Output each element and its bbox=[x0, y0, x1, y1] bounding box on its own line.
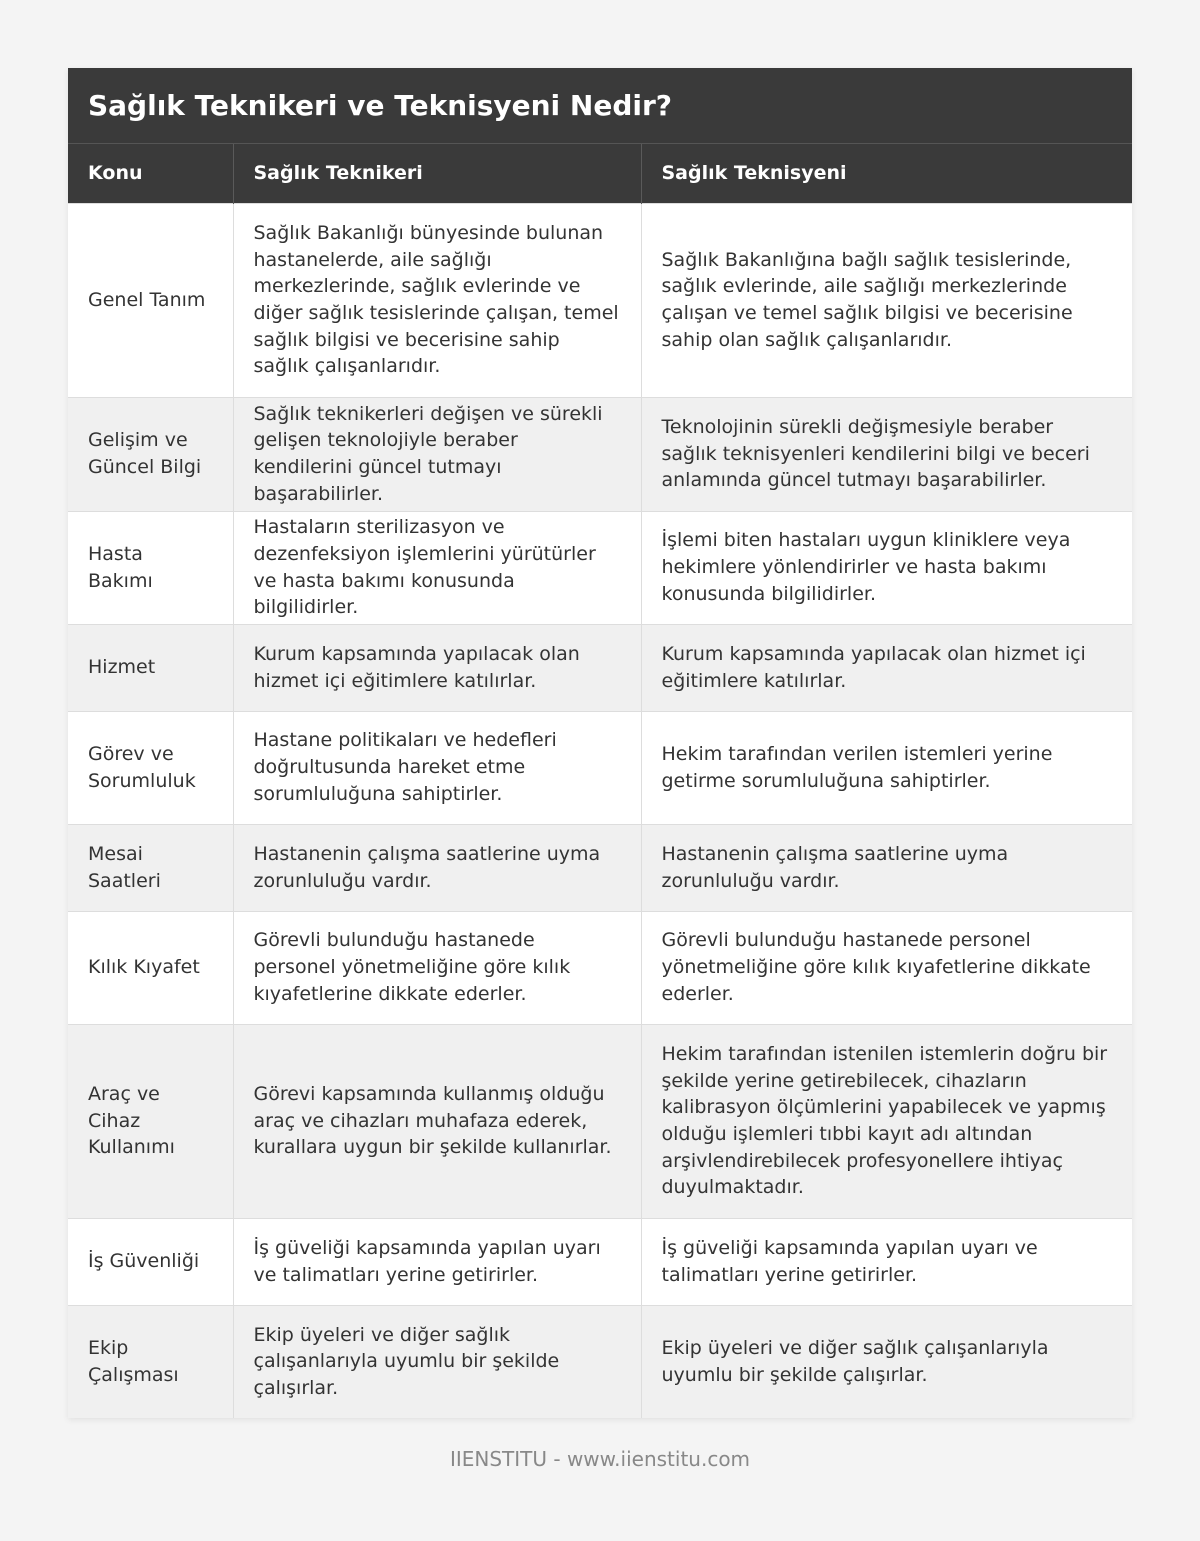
technician-associate-cell: Sağlık Bakanlığı bünyesinde bulunan hastanelerde, aile sağlığı merkezlerinde, sağlık evlerinde ve diğer sağlık tesislerinde çalışan, temel sağlık bilgisi ve becerisine sahip sağlık çalışanlarıdır. bbox=[233, 203, 641, 397]
topic-cell: Genel Tanım bbox=[68, 203, 233, 397]
technician-associate-cell: Görevli bulunduğu hastanede personel yönetmeliğine göre kılık kıyafetlerine dikkate ederler. bbox=[233, 911, 641, 1024]
technician-cell: Sağlık Bakanlığına bağlı sağlık tesislerinde, sağlık evlerinde, aile sağlığı merkezlerinde çalışan ve temel sağlık bilgisi ve becerisine sahip olan sağlık çalışanlarıdır. bbox=[641, 203, 1132, 397]
technician-associate-cell: Kurum kapsamında yapılacak olan hizmet içi eğitimlere katılırlar. bbox=[233, 624, 641, 711]
table-row bbox=[68, 203, 1132, 397]
technician-associate-cell: Hastaların sterilizasyon ve dezenfeksiyon işlemlerini yürütürler ve hasta bakımı konusunda bilgilidirler. bbox=[233, 511, 641, 624]
table-row bbox=[68, 511, 1132, 624]
header-row bbox=[68, 144, 1132, 203]
topic-cell: Hasta Bakımı bbox=[68, 511, 233, 624]
technician-associate-cell: Sağlık teknikerleri değişen ve sürekli gelişen teknolojiyle beraber kendilerini güncel tutmayı başarabilirler. bbox=[233, 397, 641, 511]
page-title: Sağlık Teknikeri ve Teknisyeni Nedir? bbox=[88, 89, 673, 122]
technician-cell: Kurum kapsamında yapılacak olan hizmet içi eğitimlere katılırlar. bbox=[641, 624, 1132, 711]
topic-cell: Araç ve Cihaz Kullanımı bbox=[68, 1024, 233, 1218]
technician-cell: İşlemi biten hastaları uygun kliniklere veya hekimlere yönlendirirler ve hasta bakımı konusunda bilgilidirler. bbox=[641, 511, 1132, 624]
topic-cell: Mesai Saatleri bbox=[68, 824, 233, 911]
comparison-table bbox=[68, 144, 1132, 1418]
technician-cell: Ekip üyeleri ve diğer sağlık çalışanlarıyla uyumlu bir şekilde çalışırlar. bbox=[641, 1305, 1132, 1418]
column-header-technician: Sağlık Teknisyeni bbox=[661, 162, 847, 185]
topic-cell: Gelişim ve Güncel Bilgi bbox=[68, 397, 233, 511]
technician-cell: İş güveliği kapsamında yapılan uyarı ve talimatları yerine getirirler. bbox=[641, 1218, 1132, 1305]
title-bar bbox=[68, 68, 1132, 144]
topic-cell: Ekip Çalışması bbox=[68, 1305, 233, 1418]
column-header-technician-associate: Sağlık Teknikeri bbox=[233, 144, 641, 203]
column-header-topic: Konu bbox=[68, 144, 233, 203]
footer-credit: IIENSTITU - www.iienstitu.com bbox=[449, 1447, 751, 1471]
technician-cell: Hastanenin çalışma saatlerine uyma zorunluluğu vardır. bbox=[641, 824, 1132, 911]
table-row bbox=[68, 1024, 1132, 1218]
technician-associate-cell: İş güveliği kapsamında yapılan uyarı ve talimatları yerine getirirler. bbox=[233, 1218, 641, 1305]
table-row bbox=[68, 624, 1132, 711]
technician-associate-cell: Ekip üyeleri ve diğer sağlık çalışanlarıyla uyumlu bir şekilde çalışırlar. bbox=[233, 1305, 641, 1418]
technician-associate-cell: Hastanenin çalışma saatlerine uyma zorunluluğu vardır. bbox=[233, 824, 641, 911]
table-row bbox=[68, 1218, 1132, 1305]
table-row bbox=[68, 711, 1132, 824]
table-row bbox=[68, 397, 1132, 511]
comparison-card bbox=[68, 68, 1132, 1418]
topic-cell: Kılık Kıyafet bbox=[68, 911, 233, 1024]
topic-cell: Görev ve Sorumluluk bbox=[68, 711, 233, 824]
table-header bbox=[68, 144, 1132, 203]
table-row bbox=[68, 1305, 1132, 1418]
technician-cell: Hekim tarafından istenilen istemlerin doğru bir şekilde yerine getirebilecek, cihazların kalibrasyon ölçümlerini yapabilecek ve yapmış olduğu işlemleri tıbbi kayıt adı altından arşivlendirebilecek profesyonellere ihtiyaç duyulmaktadır. bbox=[641, 1024, 1132, 1218]
table-row bbox=[68, 824, 1132, 911]
table-row bbox=[68, 911, 1132, 1024]
table-body bbox=[68, 203, 1132, 1418]
technician-cell: Teknolojinin sürekli değişmesiyle beraber sağlık teknisyenleri kendilerini bilgi ve beceri anlamında güncel tutmayı başarabilirler. bbox=[641, 397, 1132, 511]
technician-associate-cell: Hastane politikaları ve hedefleri doğrultusunda hareket etme sorumluluğuna sahiptirler. bbox=[233, 711, 641, 824]
technician-cell: Hekim tarafından verilen istemleri yerine getirme sorumluluğuna sahiptirler. bbox=[641, 711, 1132, 824]
technician-associate-cell: Görevi kapsamında kullanmış olduğu araç ve cihazları muhafaza ederek, kurallara uygun bir şekilde kullanırlar. bbox=[233, 1024, 641, 1218]
topic-cell: İş Güvenliği bbox=[68, 1218, 233, 1305]
topic-cell: Hizmet bbox=[68, 624, 233, 711]
technician-cell: Görevli bulunduğu hastanede personel yönetmeliğine göre kılık kıyafetlerine dikkate ederler. bbox=[641, 911, 1132, 1024]
